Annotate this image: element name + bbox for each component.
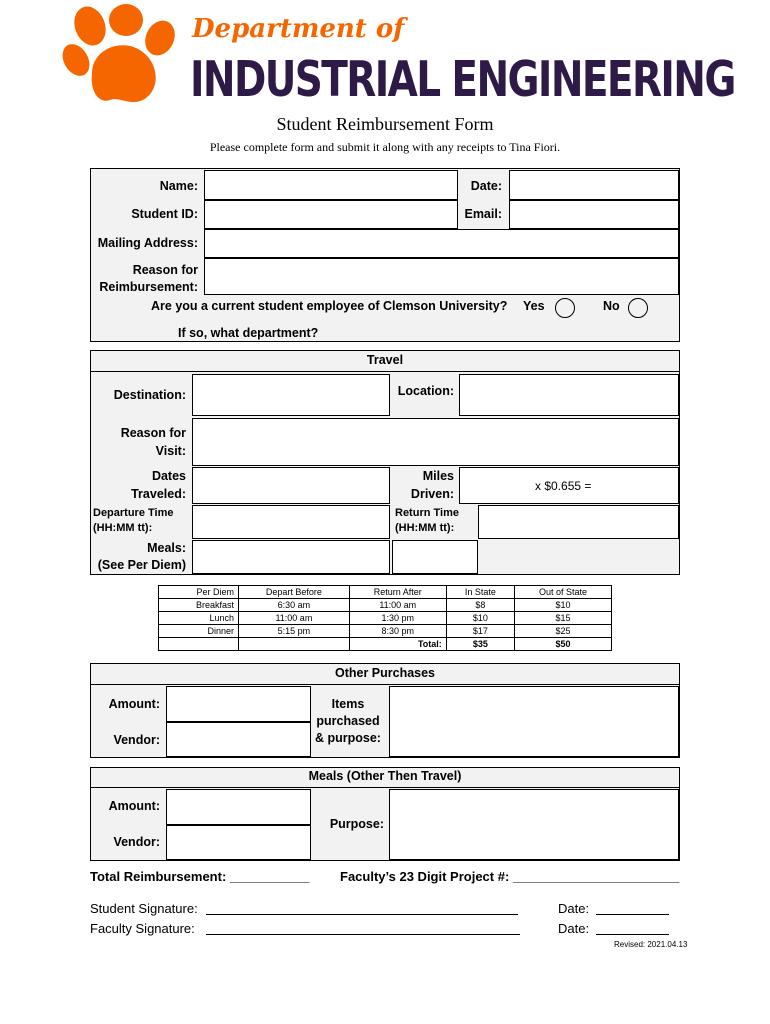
total-reimbursement[interactable]: Total Reimbursement: ___________ <box>90 869 310 884</box>
faculty-signature-line[interactable] <box>206 921 520 935</box>
table-cell <box>239 638 350 651</box>
table-cell: 11:00 am <box>239 612 350 625</box>
other-amount-label: Amount: <box>108 697 160 711</box>
departure-label-2: (HH:MM tt): <box>93 522 153 534</box>
reason-field[interactable] <box>204 258 679 295</box>
no-radio[interactable] <box>628 298 648 318</box>
meals-total-field[interactable] <box>392 540 478 574</box>
table-row <box>159 586 612 599</box>
reason-label-2: Reimbursement: <box>99 280 198 294</box>
miles-label-2: Driven: <box>410 487 454 501</box>
out-of-state-header: Out of State <box>514 586 611 599</box>
travel-title-divider <box>90 371 680 372</box>
items-label-2: purchased <box>316 714 380 728</box>
departure-field[interactable] <box>192 505 390 539</box>
project-number[interactable]: Faculty’s 23 Digit Project #: _______________________ <box>340 869 680 884</box>
date-label: Date: <box>470 179 502 193</box>
dates-label-1: Dates <box>151 469 186 483</box>
dates-field[interactable] <box>192 467 390 504</box>
yes-radio[interactable] <box>555 298 575 318</box>
yes-label: Yes <box>523 299 545 313</box>
return-label-1: Return Time <box>395 507 459 519</box>
mailing-address-label: Mailing Address: <box>97 236 198 250</box>
table-cell: 1:30 pm <box>349 612 446 625</box>
form-title: Student Reimbursement Form <box>276 114 494 134</box>
table-cell: $10 <box>446 612 514 625</box>
table-cell: 5:15 pm <box>239 625 350 638</box>
table-row <box>159 638 612 651</box>
meals-amount-field[interactable] <box>166 789 311 825</box>
table-row <box>159 625 612 638</box>
travel-title: Travel <box>366 353 404 367</box>
student-signature-label: Student Signature: <box>90 901 198 916</box>
meal-name: Dinner <box>159 625 239 638</box>
table-cell: 11:00 am <box>349 599 446 612</box>
email-field[interactable] <box>509 200 679 229</box>
student-date-label: Date: <box>558 901 590 916</box>
table-cell: $25 <box>514 625 611 638</box>
meals-amount-label: Amount: <box>108 799 160 813</box>
miles-label-1: Miles <box>422 469 454 483</box>
visit-reason-field[interactable] <box>192 418 679 466</box>
table-cell: $17 <box>446 625 514 638</box>
meals-other-divider <box>90 787 680 788</box>
depart-before-header: Depart Before <box>239 586 350 599</box>
other-purchases-divider <box>90 684 680 685</box>
name-field[interactable] <box>204 170 458 200</box>
table-cell: $10 <box>514 599 611 612</box>
other-vendor-label: Vendor: <box>113 733 160 747</box>
table-cell: 6:30 am <box>239 599 350 612</box>
departure-label-1: Departure Time <box>93 507 174 519</box>
table-cell <box>159 638 239 651</box>
total-label: Total: <box>349 638 446 651</box>
form-subtitle: Please complete form and submit it along with any receipts to Tina Fiori. <box>209 140 561 154</box>
meals-purpose-label: Purpose: <box>329 817 384 831</box>
items-label-1: Items <box>331 697 365 711</box>
table-cell: $8 <box>446 599 514 612</box>
faculty-date-label: Date: <box>558 921 590 936</box>
reason-label-1: Reason for <box>132 263 198 277</box>
destination-field[interactable] <box>192 374 390 416</box>
location-label: Location: <box>397 384 454 398</box>
other-amount-field[interactable] <box>166 686 311 722</box>
meals-other-title: Meals (Other Then Travel) <box>308 769 462 783</box>
date-field[interactable] <box>509 170 679 200</box>
items-label-3: & purpose: <box>315 731 381 745</box>
visit-reason-label-1: Reason for <box>120 426 186 440</box>
per-diem-header: Per Diem <box>159 586 239 599</box>
employee-question: Are you a current student employee of Clemson University? <box>151 299 508 313</box>
table-row <box>159 612 612 625</box>
per-diem-table <box>158 585 612 651</box>
meals-purpose-field[interactable] <box>389 789 679 860</box>
meal-name: Lunch <box>159 612 239 625</box>
student-id-label: Student ID: <box>131 207 198 221</box>
dates-label-2: Traveled: <box>131 487 186 501</box>
mailing-address-field[interactable] <box>204 229 679 258</box>
total-out-of-state: $50 <box>514 638 611 651</box>
no-label: No <box>603 299 620 313</box>
items-purpose-field[interactable] <box>389 686 679 757</box>
table-cell: $15 <box>514 612 611 625</box>
student-date-line[interactable] <box>596 901 669 915</box>
mileage-rate: x $0.655 = <box>535 479 592 493</box>
other-vendor-field[interactable] <box>166 722 311 757</box>
other-purchases-title: Other Purchases <box>334 666 436 680</box>
faculty-date-line[interactable] <box>596 921 669 935</box>
name-label: Name: <box>159 179 198 193</box>
student-signature-line[interactable] <box>206 901 518 915</box>
meals-label-2: (See Per Diem) <box>97 558 186 572</box>
faculty-signature-label: Faculty Signature: <box>90 921 195 936</box>
meals-label-1: Meals: <box>147 541 186 555</box>
revised-date: Revised: 2021.04.13 <box>614 940 688 949</box>
department-question: If so, what department? <box>178 326 319 340</box>
location-field[interactable] <box>459 374 679 416</box>
total-in-state: $35 <box>446 638 514 651</box>
table-row <box>159 599 612 612</box>
meal-name: Breakfast <box>159 599 239 612</box>
email-label: Email: <box>464 207 502 221</box>
return-field[interactable] <box>478 505 679 539</box>
destination-label: Destination: <box>113 388 186 402</box>
meals-field[interactable] <box>192 540 390 574</box>
paw-logo-icon <box>62 4 178 108</box>
student-id-field[interactable] <box>204 200 458 229</box>
dept-line1: Department of <box>192 14 405 44</box>
return-label-2: (HH:MM tt): <box>395 522 455 534</box>
in-state-header: In State <box>446 586 514 599</box>
table-cell: 8:30 pm <box>349 625 446 638</box>
return-after-header: Return After <box>349 586 446 599</box>
visit-reason-label-2: Visit: <box>155 444 186 458</box>
dept-line2: INDUSTRIAL ENGINEERING <box>190 52 735 109</box>
meals-vendor-label: Vendor: <box>113 835 160 849</box>
meals-vendor-field[interactable] <box>166 825 311 860</box>
